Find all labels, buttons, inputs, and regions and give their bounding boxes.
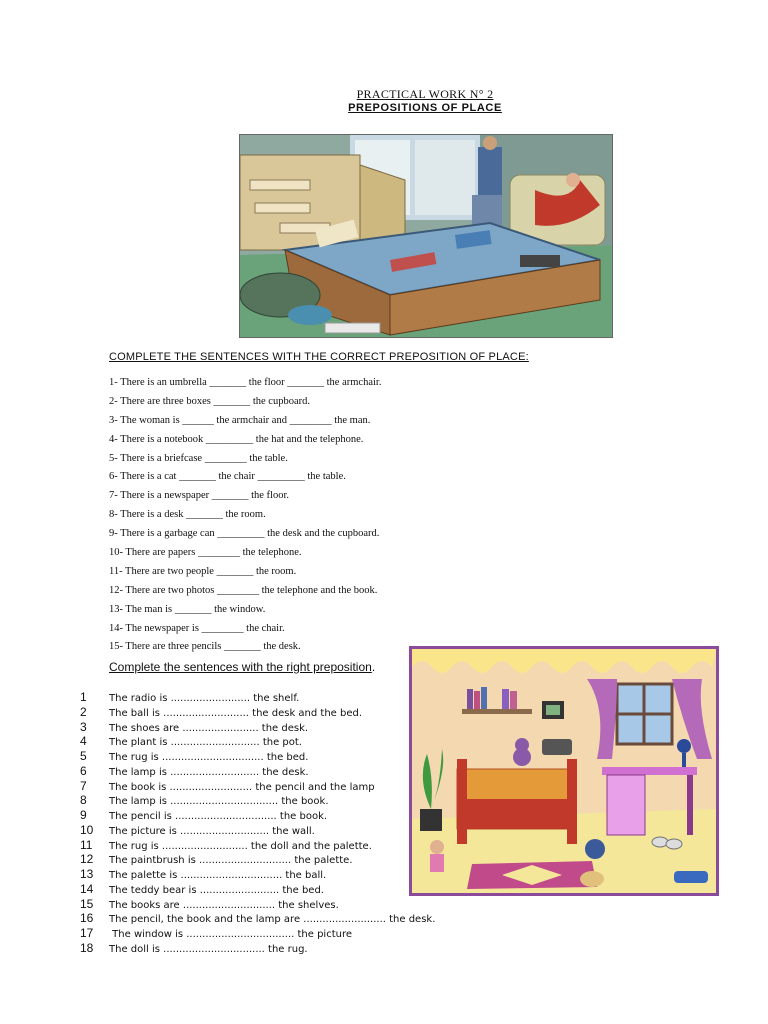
list-item: 4- There is a notebook _________ the hat and the telephone. [109, 433, 364, 445]
list-item [80, 764, 435, 779]
item-text: The books are ............................. the shelves. [109, 899, 339, 911]
item-number: 14 [80, 881, 94, 896]
list-item [80, 793, 435, 808]
list-item: 2- There are three boxes _______ the cupboard. [109, 395, 310, 407]
list-item: 11- There are two people _______ the room. [109, 565, 297, 577]
item-number: 9 [80, 808, 87, 822]
item-text: The paintbrush is ............................. the palette. [109, 855, 353, 867]
section2-instruction [109, 660, 375, 674]
item-text: The plant is ............................ the pot. [109, 737, 302, 749]
list-item: 14- The newspaper is ________ the chair. [109, 622, 285, 634]
list-item: 6- There is a cat _______ the chair _________ the table. [109, 471, 346, 483]
list-item [80, 734, 435, 749]
item-text: The ball is ........................... the desk and the bed. [109, 707, 363, 719]
section2-instruction-period: . [371, 660, 376, 674]
item-number: 15 [80, 896, 94, 911]
item-text: The rug is ................................ the bed. [109, 752, 309, 763]
list-item: 12- There are two photos ________ the telephone and the book. [109, 584, 378, 596]
item-text: The lamp is ............................ the desk. [109, 766, 309, 778]
list-item [80, 852, 435, 867]
item-text: The book is .......................... the pencil and the lamp [109, 781, 375, 793]
item-text: The window is .................................. the picture [109, 929, 353, 940]
worksheet-subtitle: PREPOSITIONS OF PLACE [348, 102, 502, 114]
item-text: The doll is ................................ the rug. [109, 943, 308, 955]
item-number: 11 [80, 837, 93, 852]
item-number: 7 [80, 778, 87, 793]
list-item: 10- There are papers ________ the telephone. [109, 547, 302, 559]
item-text: The rug is ........................... the doll and the palette. [109, 840, 372, 852]
item-number: 3 [80, 719, 87, 734]
item-text: The teddy bear is ......................... the bed. [109, 884, 324, 896]
bedroom-illustration [409, 646, 719, 896]
item-text: The lamp is .................................. the book. [109, 796, 329, 808]
list-item [80, 926, 435, 941]
item-number: 1 [80, 690, 87, 704]
item-text: The radio is ......................... the shelf. [109, 693, 300, 704]
section2-instruction-text: Complete the sentences with the right preposition [109, 660, 372, 674]
item-text: The pencil, the book and the lamp are .......................... the desk. [109, 914, 436, 926]
list-item [80, 705, 435, 720]
list-item: 13- The man is _______ the window. [109, 603, 266, 615]
item-number: 5 [80, 749, 87, 763]
item-number: 2 [80, 704, 87, 719]
item-number: 10 [80, 822, 94, 837]
sentence-list-1 [109, 376, 381, 659]
list-item [80, 808, 435, 823]
item-text: The shoes are ........................ the desk. [109, 722, 309, 734]
list-item [80, 779, 435, 794]
worksheet-title: PRACTICAL WORK N° 2 [356, 87, 494, 101]
item-number: 6 [80, 763, 87, 778]
office-illustration [239, 134, 613, 338]
list-item: 7- There is a newspaper _______ the floor. [109, 490, 290, 502]
list-item [80, 823, 435, 838]
item-number: 12 [80, 852, 94, 867]
item-number: 16 [80, 911, 94, 926]
list-item: 3- The woman is ______ the armchair and ________ the man. [109, 414, 371, 426]
list-item [80, 882, 435, 897]
item-number: 4 [80, 734, 87, 749]
item-number: 8 [80, 793, 87, 808]
item-text: The palette is ................................ the ball. [109, 870, 327, 881]
item-number: 17 [80, 926, 94, 940]
list-item: 15- There are three pencils _______ the desk. [109, 641, 301, 653]
section1-instruction: COMPLETE THE SENTENCES WITH THE CORRECT PREPOSITION OF PLACE: [109, 351, 529, 363]
list-item [80, 897, 435, 912]
sentence-list-2 [80, 690, 435, 956]
list-item [80, 867, 435, 882]
item-number: 13 [80, 867, 94, 881]
list-item [80, 749, 435, 764]
item-number: 18 [80, 940, 94, 955]
list-item: 9- There is a garbage can _________ the desk and the cupboard. [109, 528, 380, 540]
list-item [80, 838, 435, 853]
list-item: 1- There is an umbrella _______ the floor _______ the armchair. [109, 377, 382, 388]
item-text: The picture is ............................ the wall. [109, 825, 315, 837]
list-item [80, 720, 435, 735]
item-text: The pencil is ................................ the book. [109, 811, 328, 822]
list-item: 8- There is a desk _______ the room. [109, 509, 266, 521]
list-item [80, 911, 435, 926]
list-item [80, 941, 435, 956]
list-item: 5- There is a briefcase ________ the table. [109, 452, 288, 464]
list-item [80, 690, 435, 705]
